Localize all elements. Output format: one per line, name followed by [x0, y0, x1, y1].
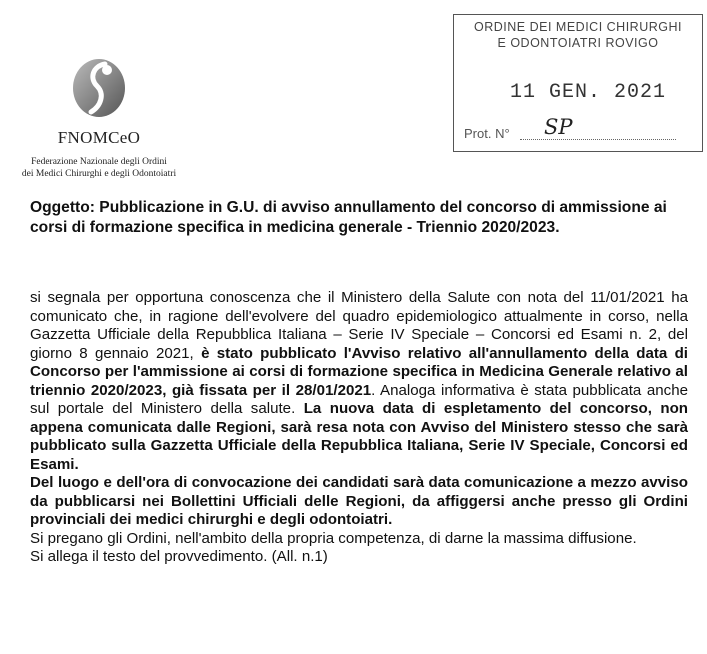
- fnomceo-logo: [14, 54, 184, 180]
- stamp-org-line2: E ODONTOIATRI ROVIGO: [497, 36, 659, 50]
- org-acronym: FNOMCeO: [57, 128, 141, 147]
- body-p1-text-a: si segnala per opportuna conoscenza che il Ministero della Salute con nota del 11/01/2021 ha comunicato che, in ragione dell'evolvere del quadro epidemiologico attualmente in corso, nella Gazzetta Ufficiale della Repubblica Italiana – Serie IV Speciale – Concorsi ed Esami n. 2, del giorno 8 gennaio 2021,: [30, 289, 688, 362]
- body-p1-text-c: . Analoga informativa è stata pubblicata anche sul portale del Ministero della salute.: [30, 381, 688, 417]
- protocol-stamp: [453, 14, 703, 152]
- org-full-name: [14, 156, 184, 180]
- body-p2-bold: Del luogo e dell'ora di convocazione dei candidati sarà data comunicazione a mezzo avviso da pubblicarsi nei Bollettini Ufficiali delle Regioni, da affiggersi anche presso gli Ordini provinciali dei medici chirurghi e degli odontoiatri.: [30, 474, 688, 528]
- fnomceo-emblem-icon: [69, 54, 129, 120]
- letter-subject: Oggetto: Pubblicazione in G.U. di avviso annullamento del concorso di ammissione ai corsi di formazione specifica in medicina generale - Triennio 2020/2023.: [30, 199, 667, 236]
- letter-body: [30, 289, 688, 567]
- body-paragraph-1: [30, 289, 688, 474]
- org-name-line2: dei Medici Chirurghi e degli Odontoiatri: [21, 169, 177, 179]
- body-paragraph-3: Si pregano gli Ordini, nell'ambito della propria competenza, di darne la massima diffusione.: [30, 529, 637, 547]
- body-paragraph-4: Si allega il testo del provvedimento. (All. n.1): [30, 548, 328, 565]
- stamp-org-line1: ORDINE DEI MEDICI CHIRURGHI: [474, 20, 682, 34]
- stamp-prot-label: Prot. N°: [464, 126, 510, 141]
- body-p1-bold-b: è stato pubblicato l'Avviso relativo all'annullamento della data di Concorso per l'ammissione ai corsi di formazione specifica in Medicina Generale relativo al triennio 2020/2023, già fissata per il 28/01/2021: [30, 344, 688, 399]
- org-name-line1: Federazione Nazionale degli Ordini: [31, 157, 167, 167]
- body-paragraph-2: [30, 474, 688, 530]
- stamp-prot-number: SP: [544, 115, 573, 139]
- body-p1-bold-d: La nuova data di espletamento del concorso, non appena comunicata dalle Regioni, sarà resa nota con Avviso del Ministero stesso che sarà pubblicato sulla Gazzetta Ufficiale della Repubblica Italiana, Serie IV Speciale, Concorsi ed Esami.: [30, 400, 689, 473]
- stamp-date: 11 GEN. 2021: [510, 81, 667, 104]
- stamp-dotted-line: [520, 139, 676, 140]
